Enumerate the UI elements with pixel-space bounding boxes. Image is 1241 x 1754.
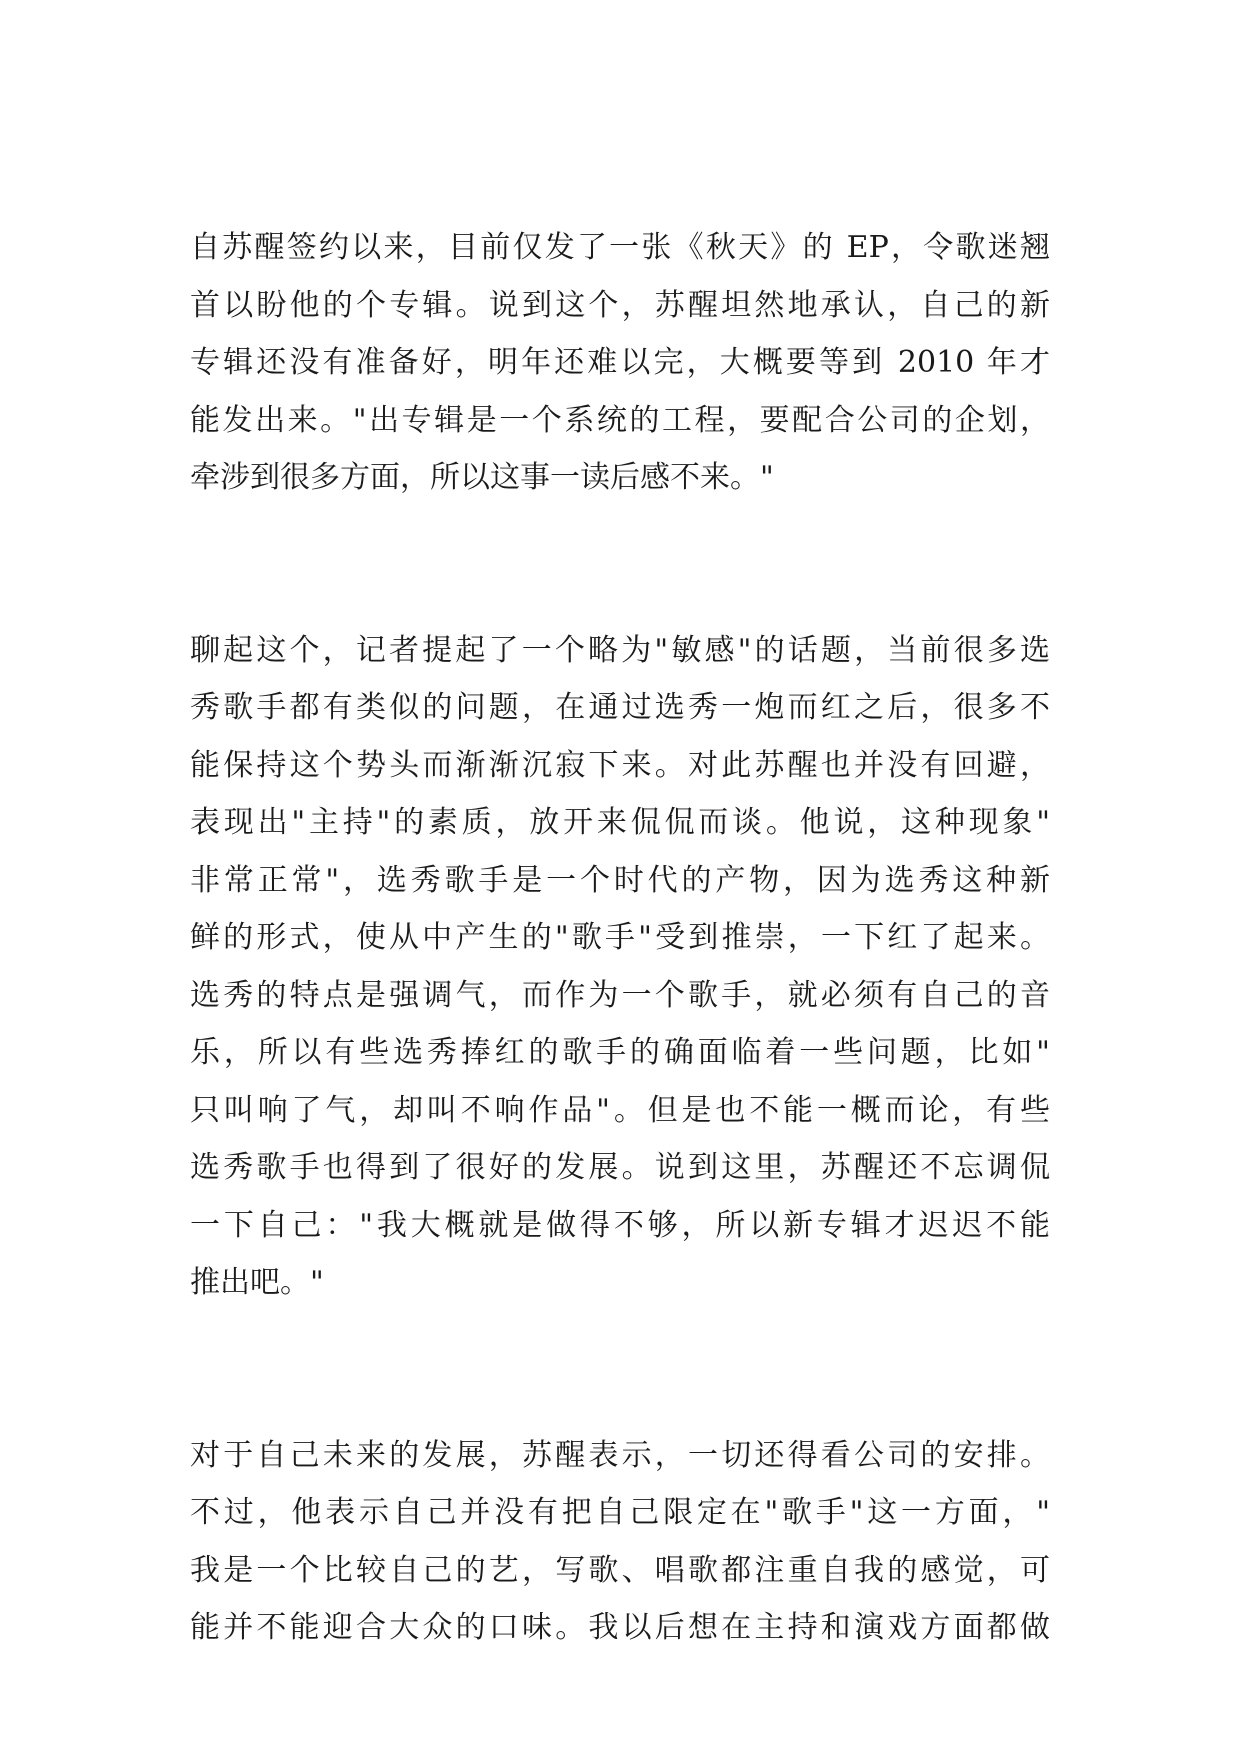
text-line: 秀歌手都有类似的问题，在通过选秀一炮而红之后，很多不: [190, 690, 1050, 725]
text-line: 聊起这个，记者提起了一个略为"敏感"的话题，当前很多选: [190, 632, 1050, 668]
text-line: 能并不能迎合大众的口味。我以后想在主持和演戏方面都做: [190, 1610, 1050, 1645]
text-line: 首以盼他的个专辑。说到这个，苏醒坦然地承认，自己的新: [190, 287, 1050, 323]
paragraph-gap: [190, 1312, 1050, 1427]
document-body: [190, 219, 1050, 1657]
text-line: 推出吧。": [190, 1265, 324, 1300]
text-line: 专辑还没有准备好，明年还难以完，大概要等到 2010 年才: [190, 345, 1050, 380]
paragraph-3: [190, 1427, 1050, 1657]
text-line: 对于自己未来的发展，苏醒表示，一切还得看公司的安排。: [190, 1437, 1050, 1473]
text-line: 牵涉到很多方面，所以这事一读后感不来。": [190, 460, 774, 495]
paragraph-2: [190, 622, 1050, 1312]
text-line: 鲜的形式，使从中产生的"歌手"受到推崇，一下红了起来。: [190, 920, 1050, 955]
text-line: 乐，所以有些选秀捧红的歌手的确面临着一些问题，比如": [190, 1035, 1050, 1070]
text-line: 表现出"主持"的素质，放开来侃侃而谈。他说，这种现象": [190, 805, 1050, 840]
text-line: 能保持这个势头而渐渐沉寂下来。对此苏醒也并没有回避，: [190, 747, 1050, 783]
text-line: 选秀歌手也得到了很好的发展。说到这里，苏醒还不忘调侃: [190, 1150, 1050, 1185]
text-line: 不过，他表示自己并没有把自己限定在"歌手"这一方面，": [190, 1495, 1050, 1530]
text-line: 能发出来。"出专辑是一个系统的工程，要配合公司的企划，: [190, 402, 1050, 438]
text-line: 自苏醒签约以来，目前仅发了一张《秋天》的 EP，令歌迷翘: [190, 230, 1050, 265]
text-line: 选秀的特点是强调气，而作为一个歌手，就必须有自己的音: [190, 977, 1050, 1013]
paragraph-gap: [190, 507, 1050, 622]
text-line: 非常正常"，选秀歌手是一个时代的产物，因为选秀这种新: [190, 862, 1050, 898]
text-line: 只叫响了气，却叫不响作品"。但是也不能一概而论，有些: [190, 1092, 1050, 1128]
text-line: 我是一个比较自己的艺，写歌、唱歌都注重自我的感觉，可: [190, 1552, 1050, 1588]
paragraph-1: [190, 219, 1050, 507]
text-line: 一下自己："我大概就是做得不够，所以新专辑才迟迟不能: [190, 1207, 1050, 1243]
